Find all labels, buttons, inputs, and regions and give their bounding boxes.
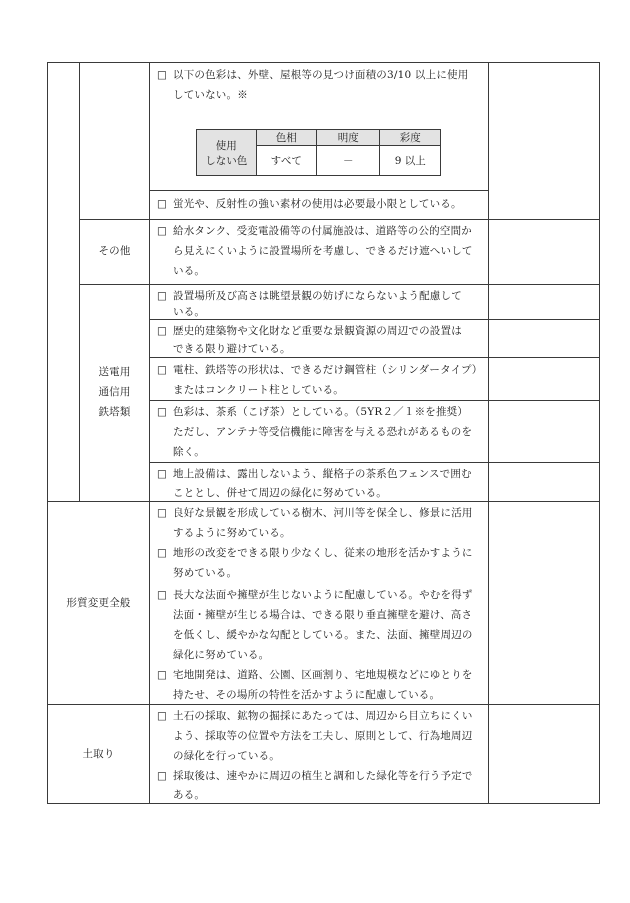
item-text: 蛍光や、反射性の強い素材の使用は必要最小限としている。 — [173, 198, 462, 210]
checkbox-icon: □ — [157, 69, 168, 81]
row-header-line: しない色 — [205, 154, 248, 167]
cell-value: － — [317, 146, 380, 176]
table-border-right — [599, 62, 600, 804]
item-text: を低くし、緩やかな勾配としている。また、法面、擁壁周辺の — [173, 629, 473, 641]
checkbox-icon: □ — [157, 770, 168, 782]
category-label: 送電用 — [98, 366, 131, 378]
item-text: ら見えにくいように設置場所を考慮し、できるだけ遮へいして — [173, 245, 473, 257]
checkbox-icon: □ — [157, 325, 168, 337]
item-text: 採取後は、速やかに周辺の植生と調和した緑化等を行う予定で — [173, 770, 473, 782]
row-divider — [149, 190, 488, 191]
checkbox-icon: □ — [157, 225, 168, 237]
row-divider — [79, 284, 600, 285]
checkbox-icon: □ — [157, 507, 168, 519]
item-text: またはコンクリート柱としている。 — [173, 384, 344, 396]
row-divider — [149, 357, 600, 358]
divider-col-category — [79, 62, 80, 501]
cell-chroma: 9 以上 — [380, 146, 441, 176]
item-text: 以下の色彩は、外壁、屋根等の見つけ面積の3/10 以上に使用 — [173, 69, 469, 81]
category-label: 土取り — [82, 748, 115, 760]
item-text: の緑化を行っている。 — [173, 750, 280, 762]
color-restriction-table — [196, 129, 441, 176]
divider-col-check — [488, 62, 489, 804]
item-text: できる限り避けている。 — [173, 343, 291, 355]
category-label: その他 — [98, 245, 131, 257]
col-header-hue: 色相 — [256, 130, 317, 146]
item-text: 持たせ、その場所の特性を活かすように配慮している。 — [173, 689, 441, 701]
checkbox-icon: □ — [157, 710, 168, 722]
item-text: 給水タンク、受変電設備等の付属施設は、道路等の公的空間か — [173, 225, 472, 237]
checkbox-icon: □ — [157, 589, 168, 601]
checkbox-icon: □ — [157, 364, 168, 376]
item-text: 法面・擁壁が生じる場合は、できる限り垂直擁壁を避け、高さ — [173, 609, 473, 621]
item-text: ただし、アンテナ等受信機能に障害を与える恐れがあるものを — [173, 426, 473, 438]
table-border-left — [47, 62, 48, 804]
item-text: 努めている。 — [173, 567, 238, 579]
item-text: するように努めている。 — [173, 527, 291, 539]
row-divider — [149, 319, 600, 320]
checkbox-icon: □ — [157, 468, 168, 480]
item-text: ある。 — [173, 789, 206, 801]
cell-hue: すべて — [256, 146, 317, 176]
row-divider — [47, 704, 600, 705]
row-header — [197, 130, 257, 176]
item-text: いる。 — [173, 306, 206, 318]
item-text: 設置場所及び高さは眺望景観の妨げにならないよう配慮して — [173, 290, 462, 302]
category-label: 鉄塔類 — [98, 406, 131, 418]
item-text: 電柱、鉄塔等の形状は、できるだけ鋼管柱（シリンダータイプ） — [173, 364, 483, 376]
category-label: 通信用 — [98, 386, 131, 398]
row-header-line: 使用 — [215, 139, 237, 152]
item-text: 緑化に努めている。 — [173, 649, 270, 661]
col-header-chroma: 彩度 — [380, 130, 441, 146]
item-text: いる。 — [173, 265, 206, 277]
item-text: していない。※ — [173, 89, 248, 101]
table-border-bottom — [47, 803, 600, 804]
item-text: 歴史的建築物や文化財など重要な景観資源の周辺での設置は — [173, 325, 462, 337]
checkbox-icon: □ — [157, 290, 168, 302]
checkbox-icon: □ — [157, 198, 168, 210]
category-label: 形質変更全般 — [66, 597, 131, 609]
item-text: 色彩は、茶系（こげ茶）としている。（5YR２／１※を推奨） — [173, 406, 469, 418]
checkbox-icon: □ — [157, 406, 168, 418]
checkbox-icon: □ — [157, 669, 168, 681]
row-divider — [79, 219, 600, 220]
item-text: こととし、併せて周辺の緑化に努めている。 — [173, 487, 387, 499]
item-text: 地上設備は、露出しないよう、縦格子の茶系色フェンスで囲む — [173, 468, 472, 480]
item-text: 長大な法面や擁壁が生じないように配慮している。やむを得ず — [173, 589, 473, 601]
divider-col-subcategory — [149, 62, 150, 804]
item-text: 地形の改変をできる限り少なくし、従来の地形を活かすように — [173, 547, 473, 559]
row-divider — [47, 501, 600, 502]
item-text: 土石の採取、鉱物の掘採にあたっては、周辺から目立ちにくい — [173, 710, 473, 722]
row-divider — [149, 400, 600, 401]
table-border-top — [47, 62, 600, 63]
col-header-value: 明度 — [317, 130, 380, 146]
row-divider — [149, 462, 600, 463]
item-text: 宅地開発は、道路、公園、区画割り、宅地規模などにゆとりを — [173, 669, 473, 681]
checkbox-icon: □ — [157, 547, 168, 559]
item-text: よう、採取等の位置や方法を工夫し、原則として、行為地周辺 — [173, 730, 473, 742]
item-text: 除く。 — [173, 446, 205, 458]
item-text: 良好な景観を形成している樹木、河川等を保全し、修景に活用 — [173, 507, 473, 519]
